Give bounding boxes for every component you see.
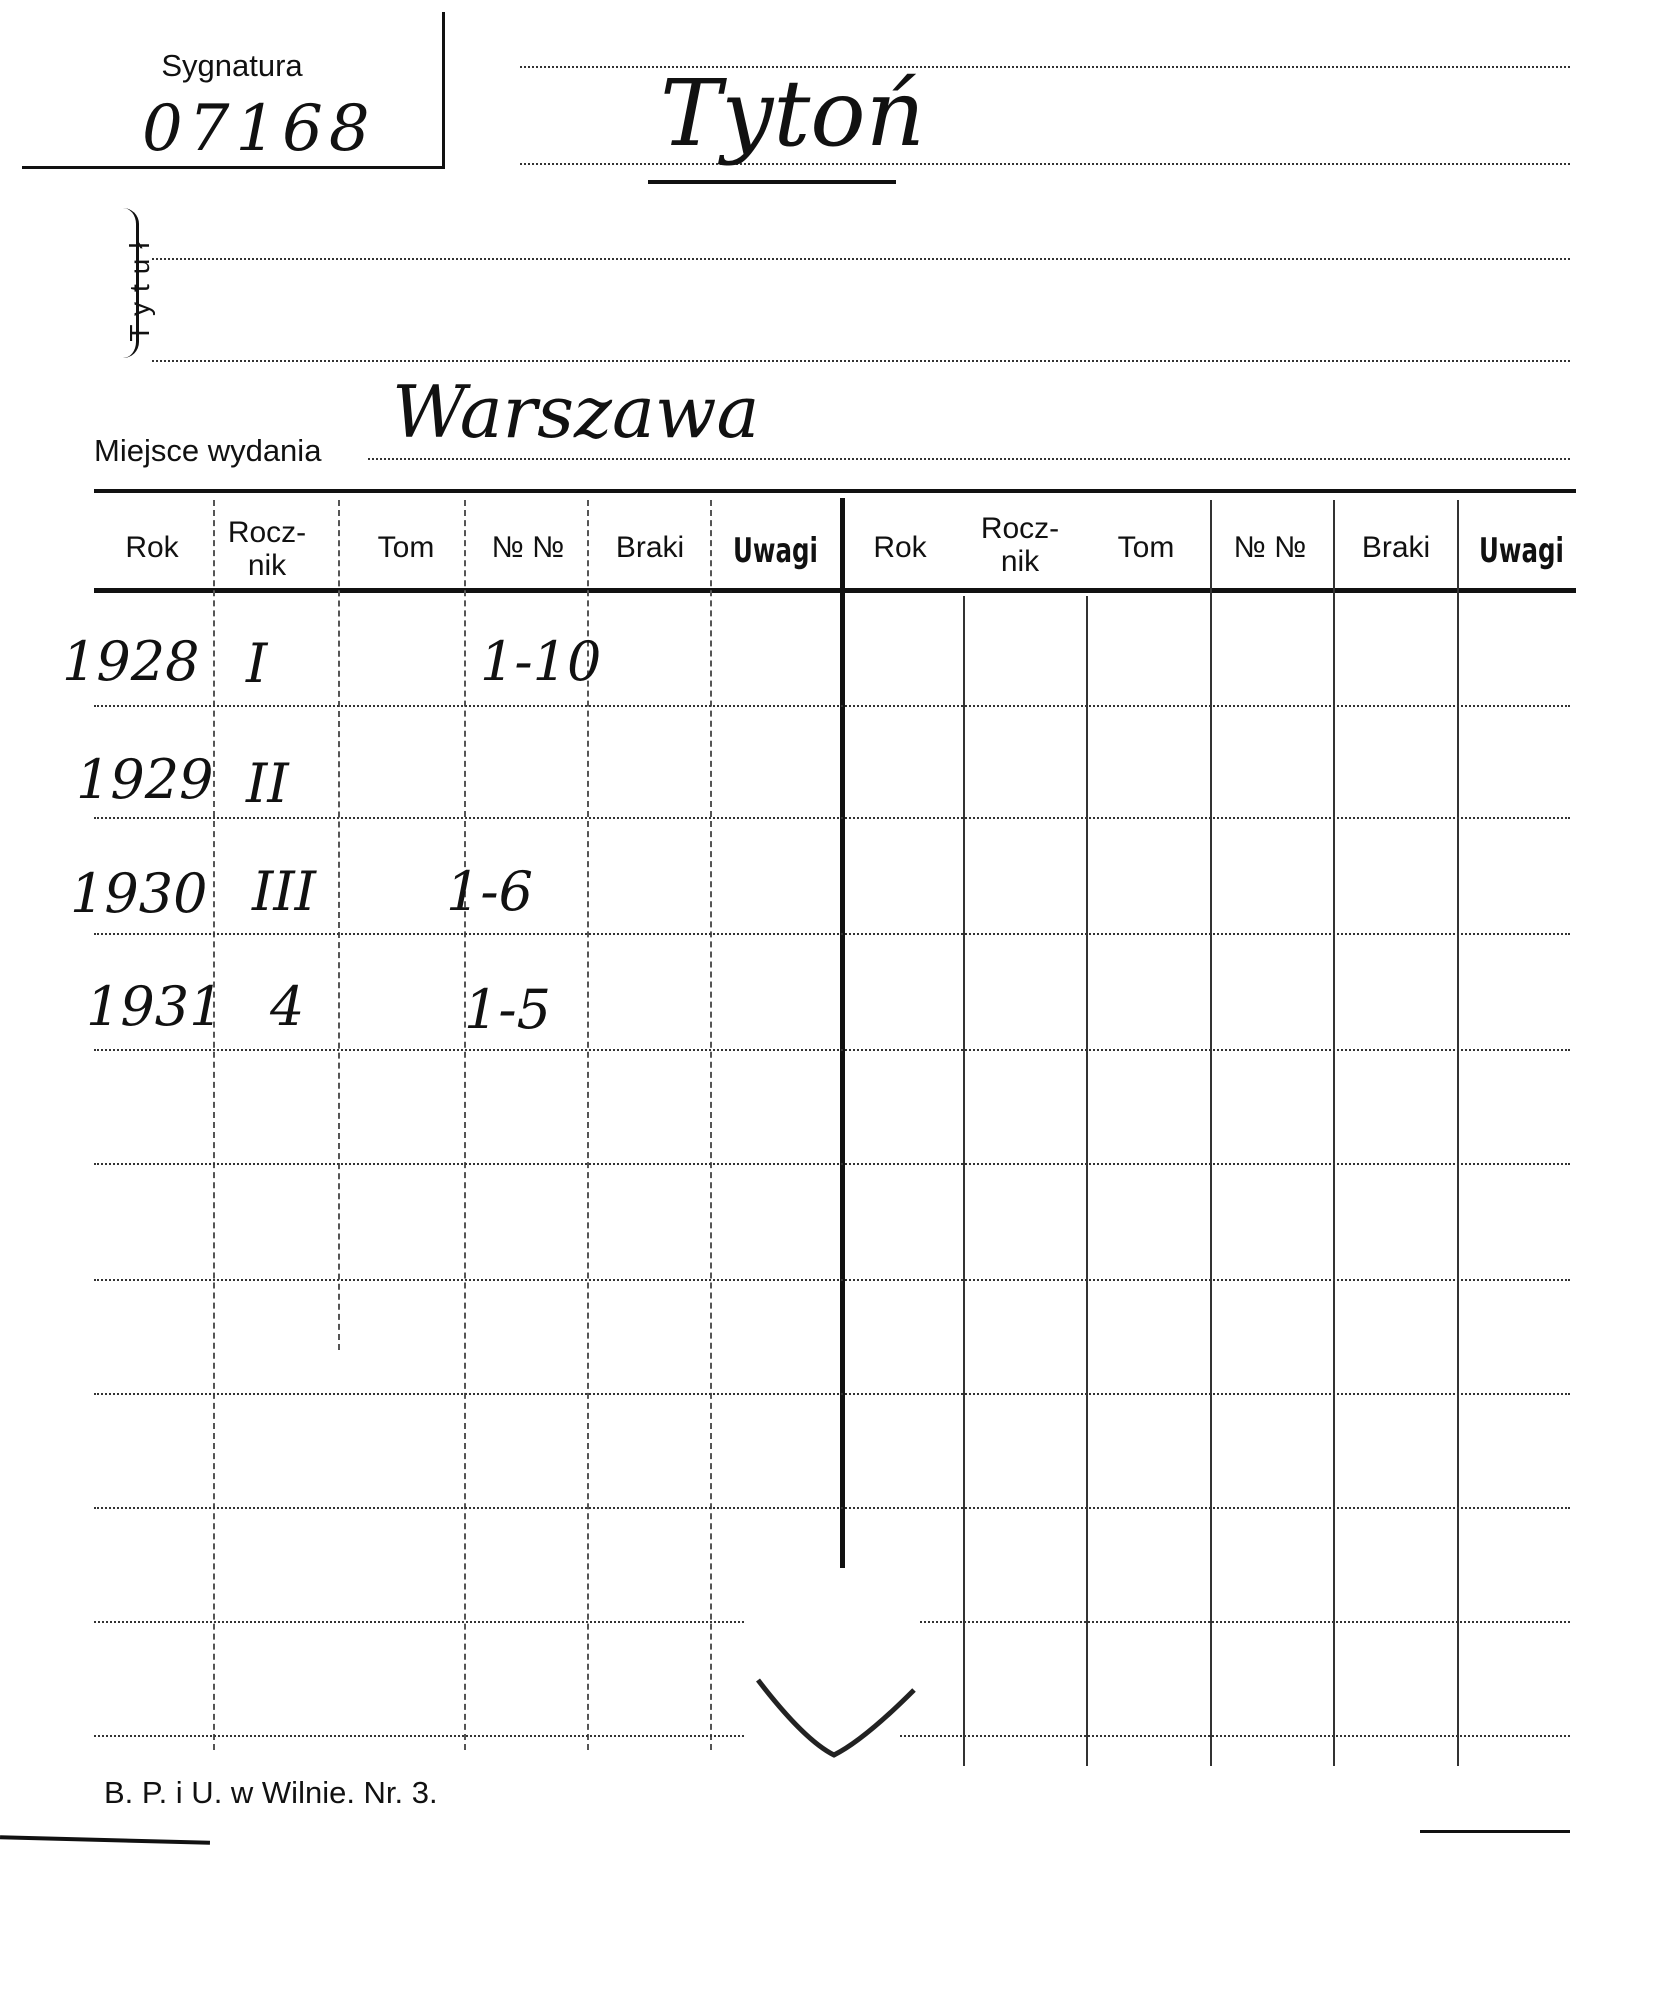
row-line-5 [94, 1163, 1570, 1165]
row-1-numery: 1-10 [480, 630, 602, 693]
tytul-dotted-line-1 [152, 258, 1570, 260]
row-4-rok: 1931 [86, 975, 224, 1038]
table-top-rule [94, 489, 1576, 493]
col-sep-left-1 [213, 500, 215, 1750]
place-label: Miejsce wydania [94, 433, 322, 468]
footer-imprint: B. P. i U. w Wilnie. Nr. 3. [104, 1775, 438, 1810]
header-tom-left: Tom [377, 531, 435, 564]
row-1-rok: 1928 [62, 630, 200, 693]
row-line-10-right [900, 1735, 1570, 1737]
col-sep-right-2 [1086, 596, 1088, 1766]
bottom-edge-right [1420, 1830, 1570, 1833]
title-underline [648, 180, 896, 184]
sygnatura-box [22, 12, 445, 169]
header-numery-right: № № [1233, 531, 1307, 564]
sygnatura-value: 07168 [142, 92, 376, 166]
place-dotted-line [368, 458, 1570, 460]
row-3-rocznik: III [252, 860, 316, 923]
header-rok-left: Rok [125, 531, 179, 564]
row-3-tom: 1-6 [446, 860, 533, 923]
table-center-divider [840, 498, 845, 1568]
col-sep-right-5 [1457, 500, 1459, 1766]
header-uwagi-left: Uwagi [733, 531, 818, 571]
table-header-rule [94, 588, 1576, 593]
row-2-rok: 1929 [76, 748, 214, 811]
row-line-2 [94, 817, 1570, 819]
header-numery-left: № № [491, 531, 565, 564]
row-line-7 [94, 1393, 1570, 1395]
col-sep-left-5 [710, 500, 712, 1750]
row-line-1 [94, 705, 1570, 707]
tytul-brace [120, 208, 139, 358]
row-1-rocznik: I [246, 632, 268, 695]
row-line-3 [94, 933, 1570, 935]
row-4-numery: 1-5 [464, 978, 551, 1041]
header-rok-right: Rok [873, 531, 927, 564]
header-braki-right: Braki [1361, 531, 1431, 564]
header-rocznik-right: Rocz- nik [980, 512, 1060, 578]
title-value: Tytoń [660, 60, 925, 167]
row-line-4 [94, 1049, 1570, 1051]
col-sep-right-1 [963, 596, 965, 1766]
row-line-9-left [94, 1621, 744, 1623]
tytul-label: Tytuł [124, 232, 155, 342]
place-value: Warszawa [392, 370, 760, 454]
col-sep-right-3 [1210, 500, 1212, 1766]
sygnatura-label: Sygnatura [161, 48, 303, 83]
header-tom-right: Tom [1117, 531, 1175, 564]
header-rocznik-left: Rocz- nik [227, 516, 307, 582]
col-sep-left-2 [338, 500, 340, 1350]
row-2-rocznik: II [246, 752, 289, 815]
row-4-rocznik: 4 [270, 975, 305, 1038]
tytul-dotted-line-2 [152, 360, 1570, 362]
punch-hole-notch [744, 1600, 934, 1770]
bottom-edge-left [0, 1835, 210, 1844]
row-3-rok: 1930 [70, 862, 208, 925]
col-sep-left-3 [464, 500, 466, 1750]
row-line-10-left [94, 1735, 744, 1737]
header-braki-left: Braki [615, 531, 685, 564]
col-sep-right-4 [1333, 500, 1335, 1766]
row-line-8 [94, 1507, 1570, 1509]
row-line-6 [94, 1279, 1570, 1281]
row-line-9-right [920, 1621, 1570, 1623]
header-uwagi-right: Uwagi [1479, 531, 1564, 571]
